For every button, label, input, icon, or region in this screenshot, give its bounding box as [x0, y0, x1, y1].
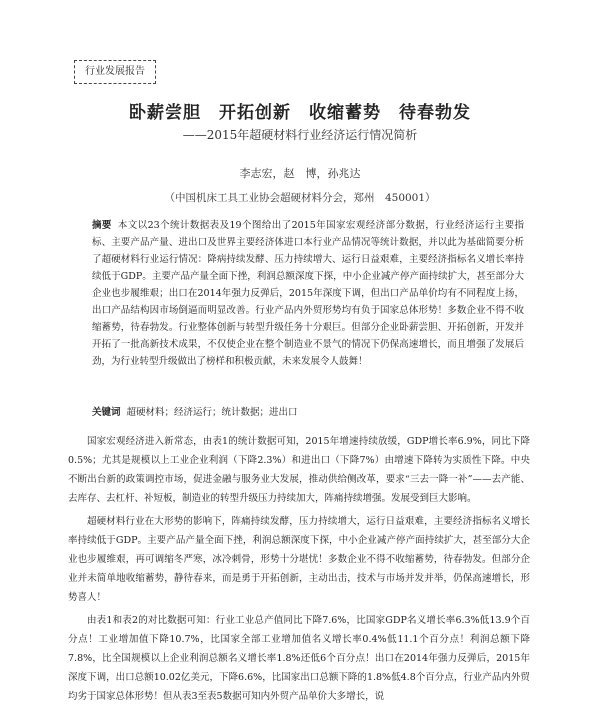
section-tag: 行业发展报告	[74, 60, 156, 84]
keywords-block	[92, 404, 524, 418]
abstract-block	[92, 217, 524, 370]
body-paragraph: 超硬材料行业在大形势的影响下，阵痛持续发酵，压力持续增大，运行日益艰难，主要经济指标名义增长率持续低于GDP。主要产品产量全面下挫，利润总额深度下探，中小企业减产停产面持续扩大，甚至部分大企业也步履维艰，再可调缩冬严寒，冰冷刺骨，形势十分堪忧！多数企业不得不收缩蓄势，待春勃发。但部分企业并未简单地收缩蓄势，静待春来，而是勇于开拓创新，主动出击，技术与市场并发并举，仍保高速增长，形势喜人！	[68, 516, 530, 603]
article-affiliation: （中国机床工具工业协会超硬材料分会，郑州 450001）	[164, 192, 436, 204]
article-authors: 李志宏，赵 博，孙兆达	[239, 167, 361, 180]
abstract-text: 本文以23个统计数据表及19个图给出了2015年国家宏观经济部分数据，行业经济运行主要指标、主要产品产量、进出口及世界主要经济体进口本行业产品情况等统计数据，并以此为基础简要分析了超硬材料行业运行情况：降病持续发酵、压力持续增大、运行日益艰难，主要经济指标名义增长率持续低于GDP。主要产品产量全面下挫，利润总额深度下探，中小企业减产停产面持续扩大，甚至部分大企业也步履维艰；出口在2014年强力反弹后，2015年深度下调，但出口产品单价均有不同程度上扬，出口产品结构因市场倒逼而明显改善。行业产品内外贸形势均有负于国家总体形势！多数企业不得不收缩蓄势，待春勃发。行业整体创新与转型升级任务十分艰巨。但部分企业卧薪尝胆、开拓创新，开发并开拓了一批高新技术成果，不仅使企业在整个制造业不景气的情况下仍保高速增长，而且增强了发展后劲，为行业转型升级做出了榜样和积极贡献，未来发展令人鼓舞！	[92, 220, 524, 367]
body-paragraph: 由表1和表2的对比数据可知：行业工业总产值同比下降7.6%，比国家GDP名义增长率6.3%低13.9个百分点！工业增加值下降10.7%，比国家全部工业增加值名义增长率0.4%低11.1个百分点！利润总额下降7.8%，比全国规模以上企业利润总额名义增长率1.8%还低6个百分点！出口在2014年强力反弹后，2015年深度下调，出口总额10.02亿美元，下降6.6%，比国家出口总额下降的1.8%低4.8个百分点，行业产品内外贸均劣于国家总体形势！但从表3至表5数据可知内外贸产品单价大多增长，说	[68, 615, 530, 702]
article-title: 卧薪尝胆 开拓创新 收缩蓄势 待春勃发	[129, 103, 471, 123]
body-paragraph: 国家宏观经济进入新常态，由表1的统计数据可知，2015年增速持续放缓，GDP增长率6.9%，同比下降0.5%；尤其是规模以上工业企业利润（下降2.3%）和进出口（下降7%）由增速下降转为实质性下降。中央不断出台新的政策调控市场，促进金融与服务业大发展，推动供给侧改革，要求“三去一降一补”——去产能、去库存、去杠杆、补短板，制造业的转型升级压力持续加大，阵痛持续增强。发展受到巨大影响。	[68, 436, 530, 504]
abstract-label: 摘要	[92, 220, 112, 231]
keywords-label: 关键词	[92, 407, 121, 418]
keywords-text: 超硬材料；经济运行；统计数据；进出口	[126, 407, 298, 418]
article-body	[68, 432, 530, 710]
article-subtitle: ——2015年超硬材料行业经济运行情况简析	[182, 128, 418, 142]
